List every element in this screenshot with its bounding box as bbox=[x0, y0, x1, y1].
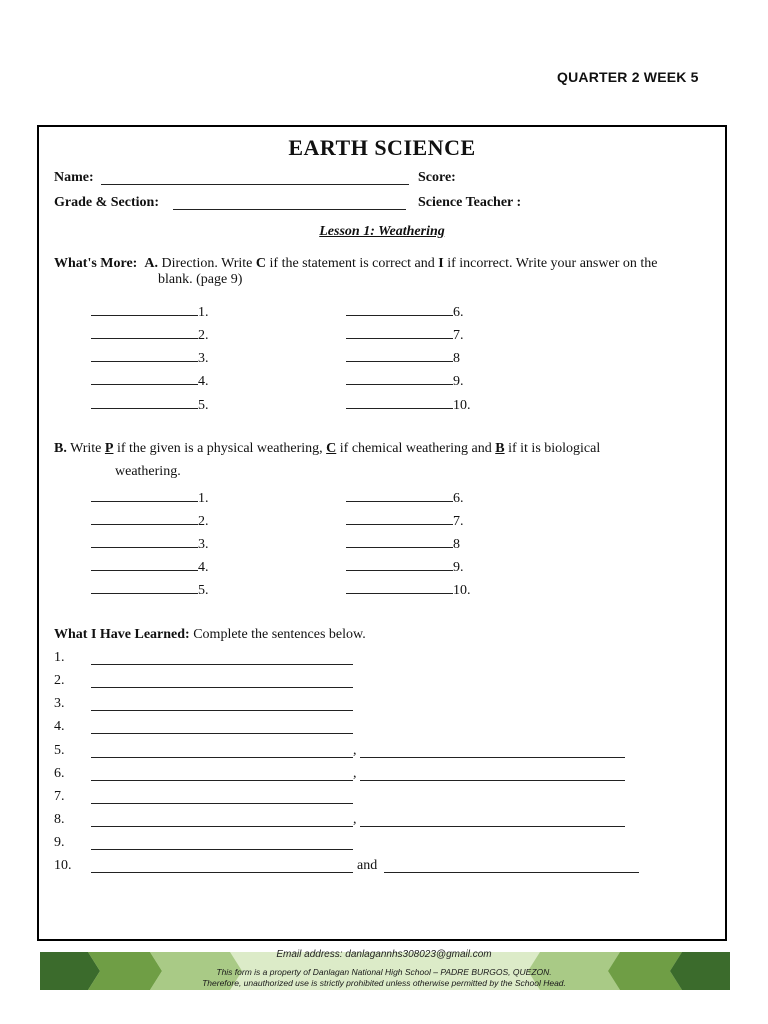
comma: , bbox=[353, 766, 357, 781]
correct-letter: C bbox=[255, 256, 267, 271]
answer-blank-b7[interactable]: 7. bbox=[346, 511, 464, 530]
answer-blank-b10[interactable]: 10. bbox=[346, 580, 471, 599]
sentence-blank-8b[interactable] bbox=[360, 826, 625, 827]
footer bbox=[0, 947, 768, 1024]
sentence-blank-6a[interactable] bbox=[91, 780, 353, 781]
answer-blank-b8[interactable]: 8 bbox=[346, 534, 460, 553]
sentence-blank-10a[interactable] bbox=[91, 872, 353, 873]
part-b-direction bbox=[54, 441, 600, 457]
incorrect-letter: I bbox=[438, 256, 444, 271]
sentence-number: 3. bbox=[54, 696, 65, 711]
biological-letter: B bbox=[495, 441, 505, 456]
footer-note-line1: This form is a property of Danlagan National High School – PADRE BURGOS, QUEZON. bbox=[216, 967, 552, 977]
direction-text: Direction. Write bbox=[161, 256, 256, 271]
answer-blank-a7[interactable]: 7. bbox=[346, 325, 464, 344]
part-a-letter: A. bbox=[144, 256, 158, 271]
sentence-number: 5. bbox=[54, 743, 65, 758]
whats-more-heading: What's More: bbox=[54, 256, 138, 271]
sentence-number: 6. bbox=[54, 766, 65, 781]
answer-blank-b3[interactable]: 3. bbox=[91, 534, 209, 553]
chemical-letter: C bbox=[326, 441, 337, 456]
sentence-number: 4. bbox=[54, 719, 65, 734]
sentence-number: 7. bbox=[54, 789, 65, 804]
answer-blank-b1[interactable]: 1. bbox=[91, 488, 209, 507]
answer-blank-a2[interactable]: 2. bbox=[91, 325, 209, 344]
physical-letter: P bbox=[104, 441, 114, 456]
sentence-blank-7[interactable] bbox=[91, 803, 353, 804]
part-a-direction-line2: blank. (page 9) bbox=[158, 272, 243, 287]
answer-blank-a6[interactable]: 6. bbox=[346, 302, 464, 321]
answer-blank-a10[interactable]: 10. bbox=[346, 395, 471, 414]
footer-note bbox=[0, 967, 768, 989]
name-label: Name: bbox=[54, 170, 94, 185]
lesson-title: Lesson 1: Weathering bbox=[319, 224, 445, 239]
page-title: EARTH SCIENCE bbox=[288, 135, 476, 160]
sentence-number: 10. bbox=[54, 858, 72, 873]
grade-section-label: Grade & Section: bbox=[54, 195, 159, 210]
and-word: and bbox=[357, 858, 378, 873]
direction-text: if the given is a physical weathering, bbox=[113, 441, 327, 456]
quarter-week-label: QUARTER 2 WEEK 5 bbox=[557, 69, 699, 85]
answer-blank-b2[interactable]: 2. bbox=[91, 511, 209, 530]
learned-heading-row bbox=[54, 627, 366, 643]
answer-blank-a5[interactable]: 5. bbox=[91, 395, 209, 414]
learned-heading: What I Have Learned: bbox=[54, 627, 190, 642]
sentence-blank-4[interactable] bbox=[91, 733, 353, 734]
answer-blank-a4[interactable]: 4. bbox=[91, 371, 209, 390]
learned-instruction: Complete the sentences below. bbox=[189, 627, 366, 642]
sentence-blank-2[interactable] bbox=[91, 687, 353, 688]
sentence-blank-5b[interactable] bbox=[360, 757, 625, 758]
part-b-direction-line2: weathering. bbox=[115, 464, 181, 479]
sentence-number: 1. bbox=[54, 650, 65, 665]
sentence-blank-9[interactable] bbox=[91, 849, 353, 850]
grade-section-field[interactable] bbox=[173, 195, 406, 215]
part-a-direction bbox=[54, 256, 657, 272]
comma: , bbox=[353, 812, 357, 827]
direction-text: if it is biological bbox=[504, 441, 601, 456]
footer-email: Email address: danlagannhs308023@gmail.com bbox=[276, 949, 492, 960]
answer-blank-a1[interactable]: 1. bbox=[91, 302, 209, 321]
sentence-number: 9. bbox=[54, 835, 65, 850]
sentence-number: 8. bbox=[54, 812, 65, 827]
sentence-blank-5a[interactable] bbox=[91, 757, 353, 758]
answer-blank-b6[interactable]: 6. bbox=[346, 488, 464, 507]
answer-blank-a9[interactable]: 9. bbox=[346, 371, 464, 390]
part-b-letter: B. bbox=[54, 441, 67, 456]
answer-blank-b5[interactable]: 5. bbox=[91, 580, 209, 599]
sentence-blank-6b[interactable] bbox=[360, 780, 625, 781]
sentence-blank-3[interactable] bbox=[91, 710, 353, 711]
comma: , bbox=[353, 743, 357, 758]
score-label: Score: bbox=[418, 170, 456, 185]
answer-blank-b4[interactable]: 4. bbox=[91, 557, 209, 576]
direction-text: if chemical weathering and bbox=[336, 441, 496, 456]
footer-note-line2: Therefore, unauthorized use is strictly prohibited unless otherwise permitted by the School Head. bbox=[202, 978, 566, 988]
direction-text: Write bbox=[66, 441, 105, 456]
direction-text: if incorrect. Write your answer on the bbox=[443, 256, 658, 271]
worksheet-frame bbox=[37, 125, 727, 941]
sentence-blank-8a[interactable] bbox=[91, 826, 353, 827]
answer-blank-b9[interactable]: 9. bbox=[346, 557, 464, 576]
answer-blank-a8[interactable]: 8 bbox=[346, 348, 460, 367]
sentence-blank-1[interactable] bbox=[91, 664, 353, 665]
sentence-blank-10b[interactable] bbox=[384, 872, 639, 873]
answer-blank-a3[interactable]: 3. bbox=[91, 348, 209, 367]
science-teacher-label: Science Teacher : bbox=[418, 195, 522, 210]
sentence-number: 2. bbox=[54, 673, 65, 688]
name-field[interactable] bbox=[101, 170, 409, 190]
direction-text: if the statement is correct and bbox=[266, 256, 439, 271]
